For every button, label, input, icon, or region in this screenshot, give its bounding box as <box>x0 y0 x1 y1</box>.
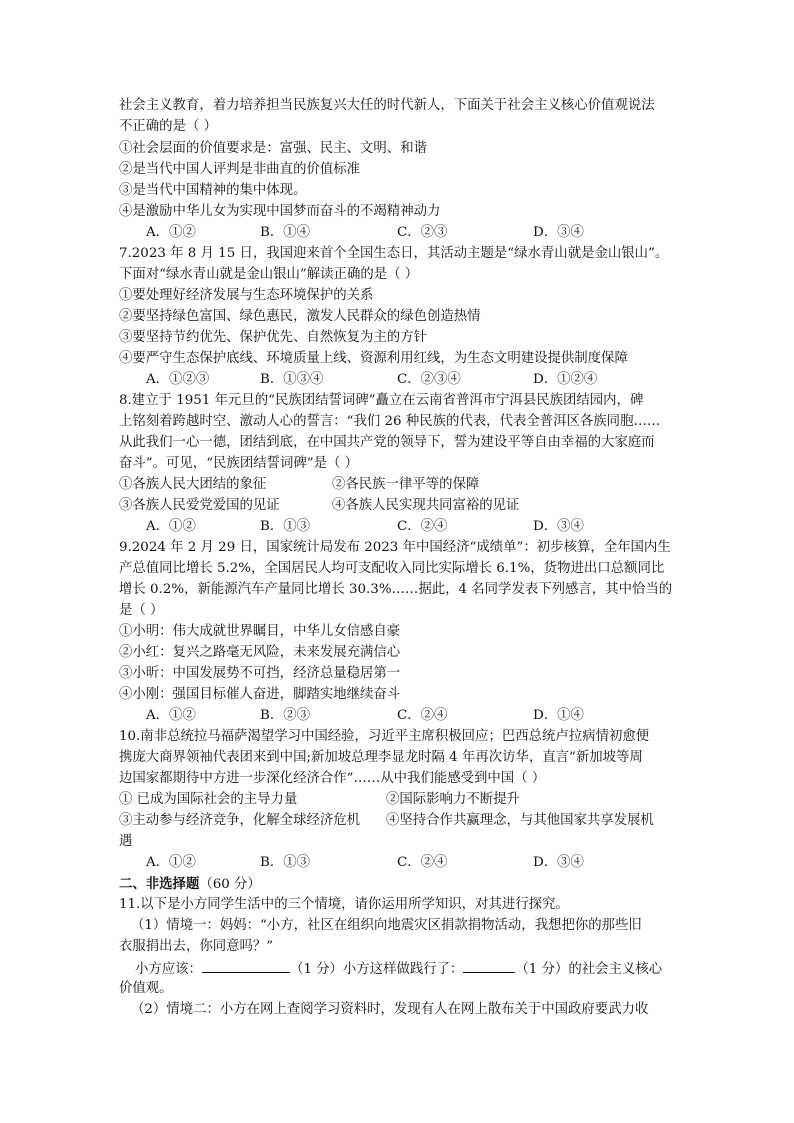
option-b: B．①④ <box>260 225 311 240</box>
choice-item: ③是当代中国精神的集中体现。 <box>119 183 307 198</box>
choice-row <box>119 498 520 514</box>
question-11-text: 11.以下是小方同学生活中的三个情境，请你运用所学知识，对其进行探究。 <box>119 897 569 912</box>
choice-item: ① 已成为国际社会的主导力量 <box>119 792 298 807</box>
option-b: B．①③ <box>260 855 311 870</box>
choice-item: ④小刚：强国目标催人奋进，脚踏实地继续奋斗 <box>119 687 401 702</box>
question-8-text: 上铭刻着跨越时空、激动人心的誓言：“我们 26 种民族的代表，代表全普洱区各族同胞…… <box>119 414 661 429</box>
option-c: C．②④ <box>397 855 448 870</box>
option-d: D．①②④ <box>533 372 598 387</box>
answer-prompt: （1 分）小方这样做践行了： <box>289 962 464 977</box>
answer-prompt: 小方应该： <box>135 962 202 977</box>
choice-item: ④要严守生态保护底线、环境质量上线、资源利用红线，为生态文明建设提供制度保障 <box>119 351 628 366</box>
option-d: D．③④ <box>533 855 584 870</box>
answer-blank-1[interactable] <box>202 960 290 973</box>
choice-item: ②各民族一律平等的保障 <box>332 477 480 492</box>
choice-item: ①社会层面的价值要求是：富强、民主、文明、和谐 <box>119 141 427 156</box>
option-a: A．①② <box>146 519 196 534</box>
choice-item: ③各族人民爱党爱国的见证 <box>119 498 280 513</box>
question-8-text: 从此我们一心一德，团结到底，在中国共产党的领导下，誓为建设平等自由幸福的大家庭而 <box>119 435 655 450</box>
answer-line-continued: 价值观。 <box>119 981 173 996</box>
choice-item: ②国际影响力不断提升 <box>386 792 520 807</box>
choice-row <box>119 813 654 829</box>
question-7-text: 7.2023 年 8 月 15 日，我国迎来首个全国生态日，其活动主题是“绿水青山就是金山银山”。 <box>119 246 669 261</box>
section-score: （60 分） <box>199 877 261 892</box>
question-9-text: 增长 0.2%，新能源汽车产量同比增长 30.3%……据此，4 名同学发表下列感言，其中恰当的 <box>119 582 673 597</box>
option-b: B．②③ <box>260 708 311 723</box>
question-9-text: 9.2024 年 2 月 29 日，国家统计局发布 2023 年中国经济“成绩单”：初步核算，全年国内生 <box>119 540 671 555</box>
choice-item: ②是当代中国人评判是非曲直的价值标准 <box>119 162 361 177</box>
option-d: D．①④ <box>533 708 584 723</box>
option-a: A．①② <box>146 225 196 240</box>
answer-blank-2[interactable] <box>463 960 515 973</box>
question-10-text: 10.南非总统拉马福萨渴望学习中国经验，习近平主席积极回应；巴西总统卢拉病情初愈便 <box>119 729 650 744</box>
choice-item: ④坚持合作共赢理念，与其他国家共享发展机 <box>386 813 654 828</box>
scenario-2-text: （2）情境二：小方在网上查阅学习资料时，发现有人在网上散布关于中国政府要武力收 <box>131 1002 649 1017</box>
option-a: A．①② <box>146 855 196 870</box>
choice-item: ④各族人民实现共同富裕的见证 <box>332 498 520 513</box>
choice-item: ③小昕：中国发展势不可挡，经济总量稳居第一 <box>119 666 401 681</box>
choice-item: ②小红：复兴之路毫无风险，未来发展充满信心 <box>119 645 401 660</box>
choice-item-wrap: 遇 <box>119 834 133 849</box>
question-8-text: 奋斗”。可见，“民族团结誓词碑”是（ ） <box>119 456 359 471</box>
option-b: B．①③④ <box>260 372 324 387</box>
choice-row <box>119 477 480 493</box>
question-10-text: 携庞大商界领袖代表团来到中国;新加坡总理李显龙时隔 4 年再次访华，直言“新加坡等周 <box>119 750 643 765</box>
option-d: D．③④ <box>533 225 584 240</box>
question-text: 社会主义教育，着力培养担当民族复兴大任的时代新人，下面关于社会主义核心价值观说法 <box>119 98 655 113</box>
section-title: 二、非选择题 <box>119 876 200 892</box>
choice-item: ③主动参与经济竞争，化解全球经济危机 <box>119 813 361 828</box>
option-a: A．①② <box>146 708 196 723</box>
option-d: D．③④ <box>533 519 584 534</box>
scenario-1-text: 衣服捐出去，你同意吗？” <box>119 939 274 954</box>
section-heading <box>119 876 261 893</box>
choice-row <box>119 792 520 808</box>
choice-item: ①各族人民大团结的象征 <box>119 477 267 492</box>
question-10-text: 边国家都期待中方进一步深化经济合作”……从中我们能感受到中国（ ） <box>119 771 546 786</box>
question-8-text: 8.建立于 1951 年元旦的“民族团结誓词碑”矗立在云南省普洱市宁洱县民族团结园内，碑 <box>119 393 644 408</box>
scenario-1-text: （1）情境一：妈妈：“小方，社区在组织向地震灾区捐款捐物活动，我想把你的那些旧 <box>131 918 642 933</box>
choice-item: ①小明：伟大成就世界瞩目，中华儿女信感自豪 <box>119 624 401 639</box>
question-7-text: 下面对“绿水青山就是金山银山”解读正确的是（ ） <box>119 267 419 282</box>
choice-item: ④是激励中华儿女为实现中国梦而奋斗的不竭精神动力 <box>119 204 441 219</box>
option-b: B．①③ <box>260 519 311 534</box>
option-a: A．①②③ <box>146 372 210 387</box>
choice-item: ①要处理好经济发展与生态环境保护的关系 <box>119 288 374 303</box>
answer-line <box>135 960 662 978</box>
answer-prompt: （1 分）的社会主义核心 <box>515 962 663 977</box>
choice-item: ②要坚持绿色富国、绿色惠民，激发人民群众的绿色创造热情 <box>119 309 481 324</box>
option-c: C．②③④ <box>397 372 461 387</box>
question-9-text: 产总值同比增长 5.2%，全国居民人均可支配收入同比实际增长 6.1%，货物进出口总额同比 <box>119 561 665 576</box>
option-c: C．②③ <box>397 225 448 240</box>
option-c: C．②④ <box>397 708 448 723</box>
choice-item: ③要坚持节约优先、保护优先、自然恢复为主的方针 <box>119 330 427 345</box>
question-text: 不正确的是（ ） <box>119 119 217 134</box>
option-c: C．②④ <box>397 519 448 534</box>
question-9-text: 是（ ） <box>119 603 164 618</box>
